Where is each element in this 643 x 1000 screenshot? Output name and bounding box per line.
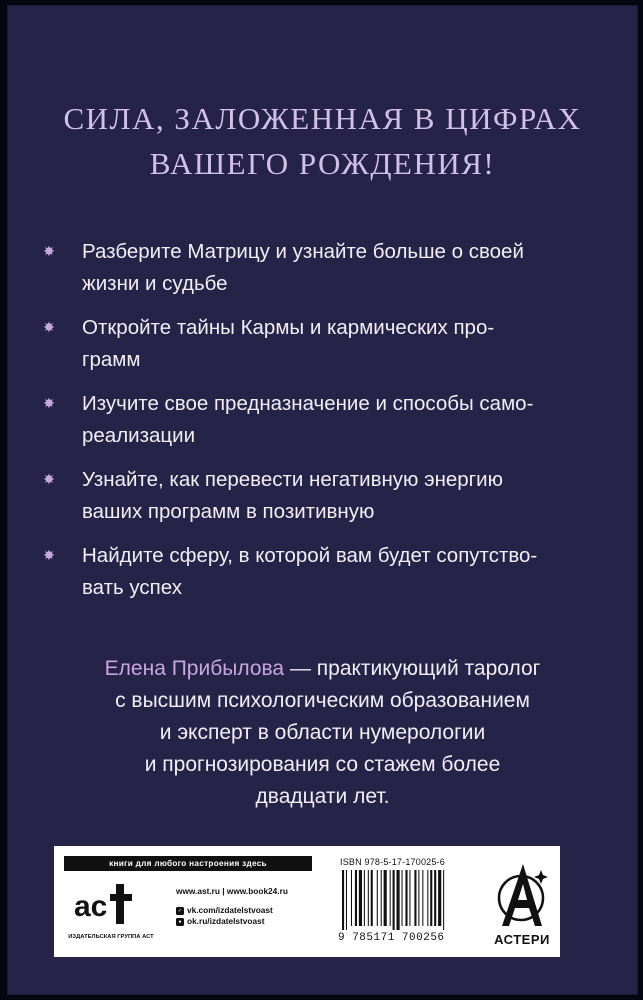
feature-line: жизни и судьбе	[82, 272, 228, 295]
bio-line	[8, 653, 637, 685]
isbn: ISBN 978-5-17-170025-6	[340, 857, 445, 867]
feature-text	[82, 388, 600, 452]
barcode-bar	[409, 870, 410, 926]
feature-list	[40, 236, 600, 616]
author-name: Елена Прибылова	[104, 657, 285, 680]
author-bio	[8, 653, 637, 813]
barcode-bar	[430, 870, 432, 926]
vk-link-text: vk.com/izdatelstvoast	[187, 905, 273, 915]
headline	[8, 96, 637, 186]
website-links: www.ast.ru | www.book24.ru	[176, 886, 288, 896]
barcode-bar	[377, 870, 378, 926]
feature-line: Разберите Матрицу и узнайте больше о своей	[82, 240, 524, 263]
barcode-bar	[418, 870, 419, 926]
barcode-bar	[364, 870, 365, 926]
barcode-bar	[359, 870, 362, 926]
feature-line: Узнайте, как перевести негативную энергию	[82, 468, 503, 491]
feature-item	[40, 236, 600, 300]
barcode-bar	[368, 870, 369, 926]
feature-item	[40, 312, 600, 376]
barcode-bar	[427, 870, 428, 926]
feature-line: вать успех	[82, 576, 182, 599]
feature-text	[82, 464, 600, 528]
feature-line: Изучите свое предназначение и способы само-	[82, 392, 534, 415]
feature-line: Откройте тайны Кармы и кармических про-	[82, 316, 495, 339]
barcode-icon	[340, 870, 482, 930]
barcode-bar	[381, 870, 382, 926]
barcode-bar	[384, 870, 387, 926]
book-back-cover	[8, 6, 637, 994]
barcode-bar	[355, 870, 357, 926]
barcode-bar	[438, 870, 441, 926]
bio-text: — практикующий таролог	[284, 657, 541, 680]
svg-text:ac: ac	[74, 890, 108, 923]
barcode-bar	[434, 870, 436, 926]
star-bullet-icon: ✸	[43, 395, 55, 411]
feature-text	[82, 540, 600, 604]
barcode-bar	[371, 870, 373, 926]
star-bullet-icon: ✸	[43, 547, 55, 563]
feature-item	[40, 540, 600, 604]
barcode-bar	[351, 870, 352, 926]
headline-line: СИЛА, ЗАЛОЖЕННАЯ В ЦИФРАХ	[63, 101, 582, 136]
asteri-logo-icon	[492, 860, 552, 930]
star-bullet-icon: ✸	[43, 243, 55, 259]
barcode-bar	[405, 870, 407, 926]
barcode-bar	[422, 870, 423, 926]
ok-icon: ●	[176, 918, 184, 926]
ast-logo-icon	[72, 878, 134, 928]
imprint-name: АСТЕРИ	[494, 932, 550, 947]
bio-line: и эксперт в области нумерологии	[159, 721, 486, 744]
star-bullet-icon: ✸	[43, 319, 55, 335]
feature-item	[40, 388, 600, 452]
barcode-number: 9 785171 700256	[338, 932, 445, 944]
feature-line: ваших программ в позитивную	[82, 500, 375, 523]
barcode-bar	[397, 870, 400, 930]
feature-text	[82, 236, 600, 300]
publisher-links	[176, 886, 326, 927]
feature-item	[40, 464, 600, 528]
bio-line: двадцати лет.	[255, 785, 390, 808]
barcode-bar	[402, 870, 403, 926]
ok-link	[176, 916, 326, 927]
barcode-bar	[342, 870, 344, 930]
barcode-bar	[393, 870, 395, 930]
bio-line: с высшим психологическим образованием	[115, 689, 530, 712]
ok-link-text: ok.ru/izdatelstvoast	[187, 916, 265, 926]
vk-link	[176, 905, 326, 916]
headline-line: ВАШЕГО РОЖДЕНИЯ!	[149, 146, 496, 181]
barcode-bar	[443, 870, 444, 930]
feature-line: Найдите сферу, в которой вам будет сопутство-	[82, 544, 538, 567]
barcode-bar	[390, 870, 391, 926]
barcode-bar	[346, 870, 347, 930]
tagline-banner: книги для любого настроения здесь	[64, 856, 312, 871]
publisher-info-panel	[54, 846, 560, 957]
bio-line: и прогнозирования со стажем более	[144, 753, 501, 776]
feature-line: реализации	[82, 424, 196, 447]
star-bullet-icon: ✸	[43, 471, 55, 487]
vk-icon: ✓	[177, 907, 183, 914]
feature-text	[82, 312, 600, 376]
feature-line: грамм	[82, 348, 141, 371]
publisher-name: ИЗДАТЕЛЬСКАЯ ГРУППА АСТ	[68, 934, 154, 940]
barcode-bar	[414, 870, 416, 926]
